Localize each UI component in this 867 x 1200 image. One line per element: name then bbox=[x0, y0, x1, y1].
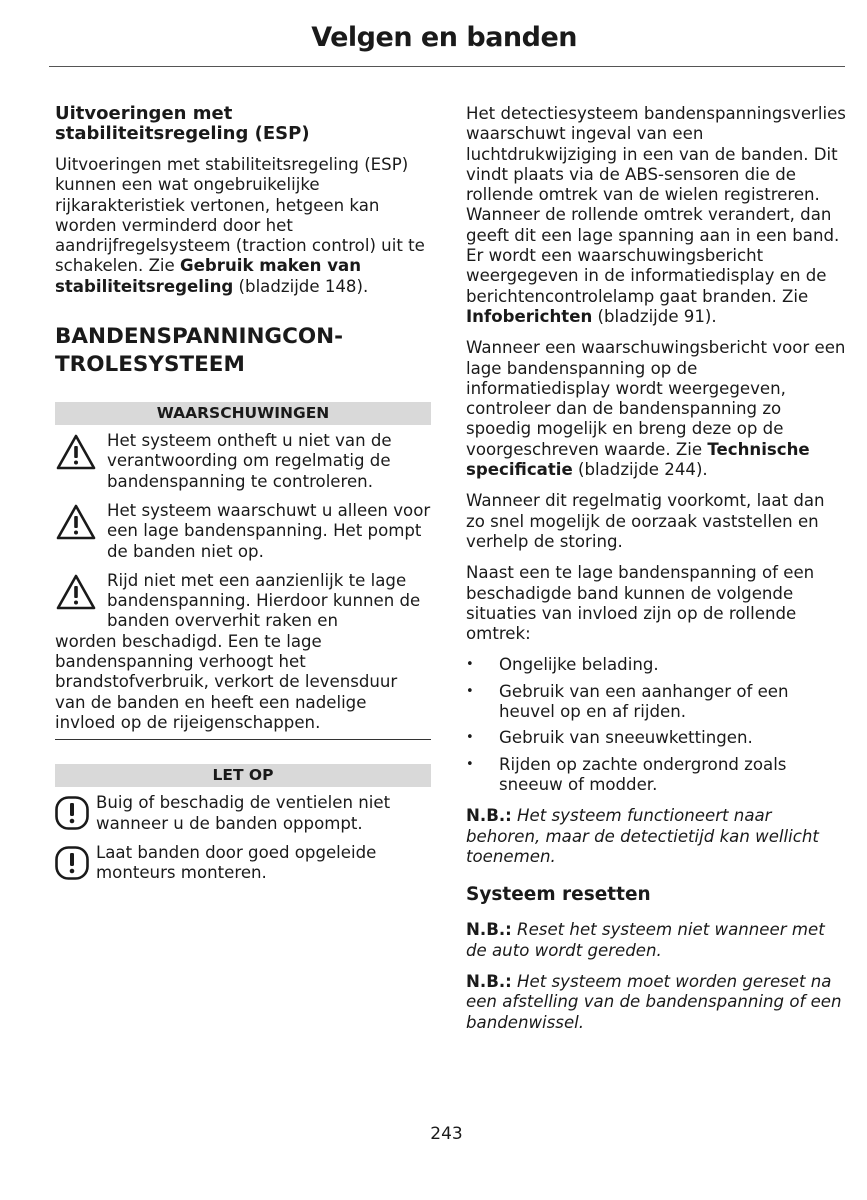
list-item: • Rijden op zachte ondergrond zoals sneeuw of modder. bbox=[466, 755, 846, 796]
warning-continuation: worden beschadigd. Een te lage bandenspanning verhoogt het brandstofverbruik, verkort de levensduur van de banden en heeft een nadelige invloed op de rijeigenschappen. bbox=[55, 631, 398, 732]
detection-page-ref: (bladzijde 91). bbox=[592, 306, 717, 326]
esp-text: Uitvoeringen met stabiliteitsregeling (ESP) kunnen een wat ongebruikelijke rijkarakteristiek vertonen, hetgeen kan worden verminderd door het aandrijfregelsysteem (traction control) uit te schakelen. Zie bbox=[55, 155, 425, 276]
note-2 bbox=[466, 920, 846, 961]
right-column bbox=[466, 104, 846, 1044]
note-text: Het systeem functioneert naar behoren, maar de detectietijd kan wellicht toenemen. bbox=[466, 806, 819, 866]
note-label: N.B.: bbox=[466, 971, 512, 991]
note-text: Reset het systeem niet wanneer met de auto wordt gereden. bbox=[466, 920, 825, 960]
section-heading-line2: TROLESYSTEEM bbox=[55, 352, 245, 378]
warning-triangle-icon bbox=[56, 574, 96, 610]
detection-text: Het detectiesysteem bandenspanningsverlies waarschuwt ingeval van een luchtdrukwijziging in een van de banden. Dit vindt plaats via de ABS-sensoren die de rollende omtrek van de wielen registreren. Wanneer de rollende omtrek verandert, dan geeft dit een lage spanning aan in een band. Er wordt een waarschuwingsbericht weergegeven in de informatiedisplay en de berichtencontrolelamp gaat branden. Zie bbox=[466, 104, 846, 306]
warnings-divider bbox=[55, 739, 431, 740]
warning-item bbox=[55, 571, 431, 632]
recurring-paragraph: Wanneer dit regelmatig voorkomt, laat dan zo snel mogelijk de oorzaak vaststellen en verhelp de storing. bbox=[466, 491, 825, 551]
warning-item bbox=[55, 501, 431, 562]
warning-item bbox=[55, 431, 431, 492]
page-title: Velgen en banden bbox=[311, 22, 577, 53]
situations-list bbox=[466, 655, 846, 795]
caution-text: Buig of beschadig de ventielen niet wanneer u de banden oppompt. bbox=[96, 793, 391, 833]
caution-header: LET OP bbox=[55, 764, 431, 787]
list-item: • Ongelijke belading. bbox=[466, 655, 846, 675]
section-heading-line1: BANDENSPANNINGCON- bbox=[55, 324, 344, 350]
header-divider bbox=[49, 66, 845, 67]
note-text: Het systeem moet worden gereset na een afstelling van de bandenspanning of een bandenwissel. bbox=[466, 971, 842, 1032]
note-1 bbox=[466, 806, 846, 867]
warnings-header: WAARSCHUWINGEN bbox=[55, 402, 431, 425]
page-number: 243 bbox=[430, 1124, 463, 1144]
warning-message-text: Wanneer een waarschuwingsbericht voor een lage bandenspanning op de informatiedisplay wordt weergegeven, controleer dan de bandenspanning zo spoedig mogelijk en breng deze op de voorgeschreven waarde. Zie bbox=[466, 338, 846, 459]
specification-page-ref: (bladzijde 244). bbox=[572, 460, 708, 480]
caution-item bbox=[55, 843, 431, 884]
specification-link[interactable]: Technische specificatie bbox=[466, 439, 810, 480]
situations-paragraph: Naast een te lage bandenspanning of een beschadigde band kunnen de volgende situaties van invloed zijn op de rollende omtrek: bbox=[466, 563, 815, 644]
warning-message-paragraph bbox=[466, 338, 846, 480]
list-item: • Gebruik van sneeuwkettingen. bbox=[466, 728, 846, 748]
warning-text: Het systeem ontheft u niet van de verantwoording om regelmatig de bandenspanning te controleren. bbox=[107, 431, 392, 491]
warning-triangle-icon bbox=[56, 434, 96, 470]
caution-exclamation-icon bbox=[55, 846, 89, 880]
left-column bbox=[55, 104, 431, 892]
reset-heading: Systeem resetten bbox=[466, 884, 651, 906]
warning-text: Rijd niet met een aanzienlijk te lage bandenspanning. Hierdoor kunnen de banden oververhit raken en bbox=[107, 570, 421, 631]
note-label: N.B.: bbox=[466, 806, 512, 826]
caution-exclamation-icon bbox=[55, 796, 89, 830]
caution-item bbox=[55, 793, 431, 834]
esp-paragraph bbox=[55, 155, 431, 297]
esp-heading: Uitvoeringen met stabiliteitsregeling (ESP) bbox=[55, 103, 310, 144]
section-heading bbox=[55, 323, 431, 379]
list-item: • Gebruik van een aanhanger of een heuvel op en af rijden. bbox=[466, 682, 846, 723]
detection-paragraph bbox=[466, 104, 846, 327]
note-label: N.B.: bbox=[466, 920, 512, 940]
note-3 bbox=[466, 972, 846, 1033]
warning-text: Het systeem waarschuwt u alleen voor een lage bandenspanning. Het pompt de banden niet op. bbox=[107, 500, 431, 561]
caution-text: Laat banden door goed opgeleide monteurs monteren. bbox=[96, 842, 377, 883]
infoberichten-link[interactable]: Infoberichten bbox=[466, 306, 593, 326]
warning-triangle-icon bbox=[56, 504, 96, 540]
esp-link[interactable]: Gebruik maken van stabiliteitsregeling bbox=[55, 256, 362, 296]
esp-page-ref: (bladzijde 148). bbox=[233, 276, 369, 296]
